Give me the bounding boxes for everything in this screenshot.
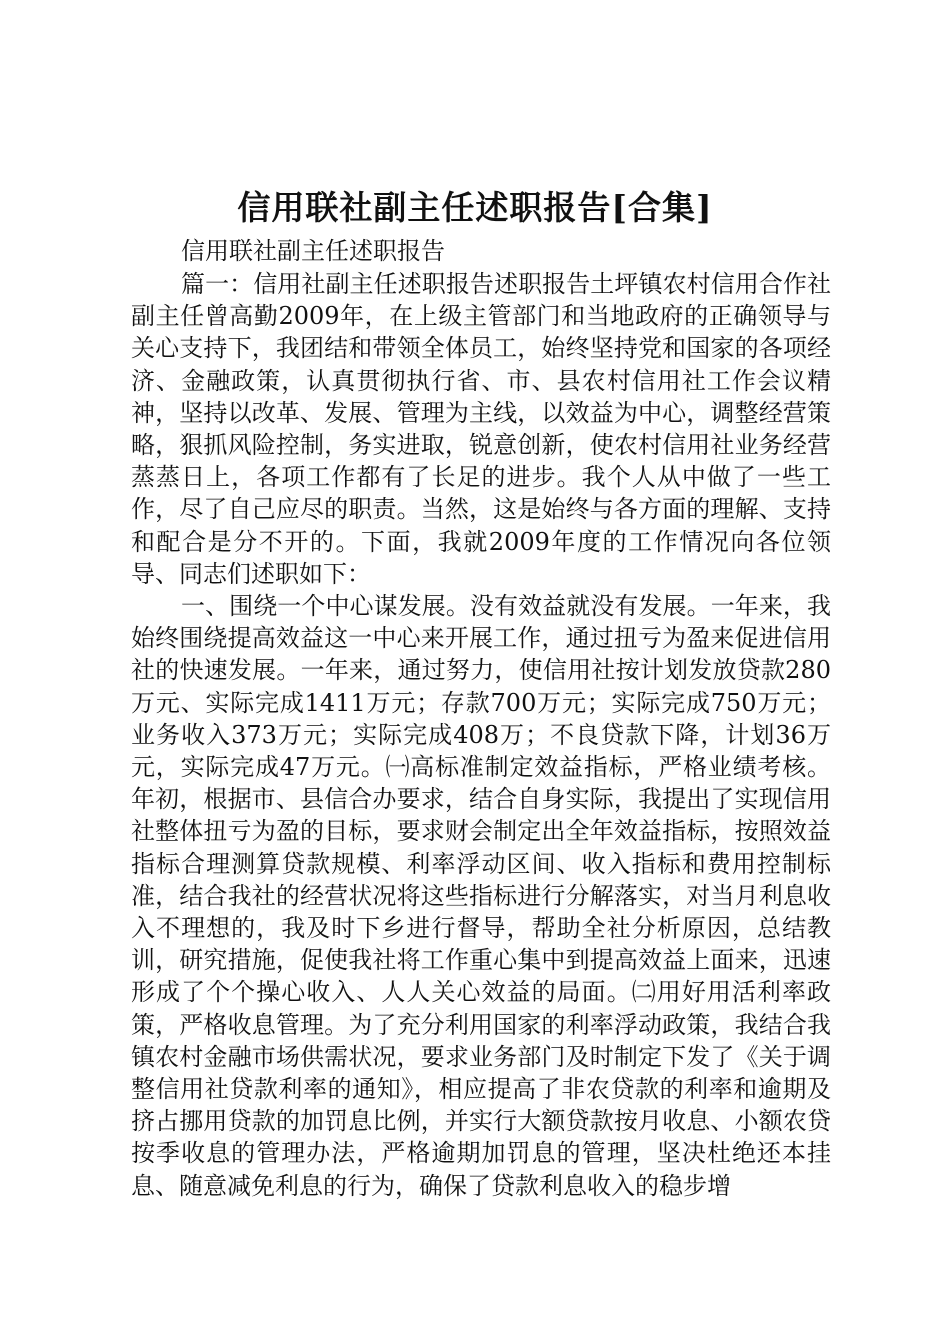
document-subtitle: 信用联社副主任述职报告 [181,237,445,265]
paragraph-intro: 篇一：信用社副主任述职报告述职报告土坪镇农村信用合作社副主任曾高勤2009年，在上级主管部门和当地政府的正确领导与关心支持下，我团结和带领全体员工，始终坚持党和国家的各项经济、金融政策，认真贯彻执行省、市、县农村信用社工作会议精神，坚持以改革、发展、管理为主线，以效益为中心，调整经营策略，狠抓风险控制，务实进取，锐意创新，使农村信用社业务经营蒸蒸日上，各项工作都有了长足的进步。我个人从中做了一些工作，尽了自己应尽的职责。当然，这是始终与各方面的理解、支持和配合是分不开的。下面，我就2009年度的工作情况向各位领导、同志们述职如下： [131,270,831,588]
document-body [131,234,831,1202]
paragraph-section-one: 一、围绕一个中心谋发展。没有效益就没有发展。一年来，我始终围绕提高效益这一中心来开展工作，通过扭亏为盈来促进信用社的快速发展。一年来，通过努力，使信用社按计划发放贷款280万元、实际完成1411万元；存款700万元；实际完成750万元；业务收入373万元；实际完成408万；不良贷款下降，计划36万元，实际完成47万元。㈠高标准制定效益指标，严格业绩考核。年初，根据市、县信合办要求，结合自身实际，我提出了实现信用社整体扭亏为盈的目标，要求财会制定出全年效益指标，按照效益指标合理测算贷款规模、利率浮动区间、收入指标和费用控制标准，结合我社的经营状况将这些指标进行分解落实，对当月利息收入不理想的，我及时下乡进行督导，帮助全社分析原因，总结教训，研究措施，促使我社将工作重心集中到提高效益上面来，迅速形成了个个操心收入、人人关心效益的局面。㈡用好用活利率政策，严格收息管理。为了充分利用国家的利率浮动政策，我结合我镇农村金融市场供需状况，要求业务部门及时制定下发了《关于调整信用社贷款利率的通知》，相应提高了非农贷款的利率和逾期及挤占挪用贷款的加罚息比例，并实行大额贷款按月收息、小额农贷按季收息的管理办法，严格逾期加罚息的管理，坚决杜绝还本挂息、随意减免利息的行为，确保了贷款利息收入的稳步增 [131,592,831,1200]
document-title: 信用联社副主任述职报告[合集] [237,188,713,227]
